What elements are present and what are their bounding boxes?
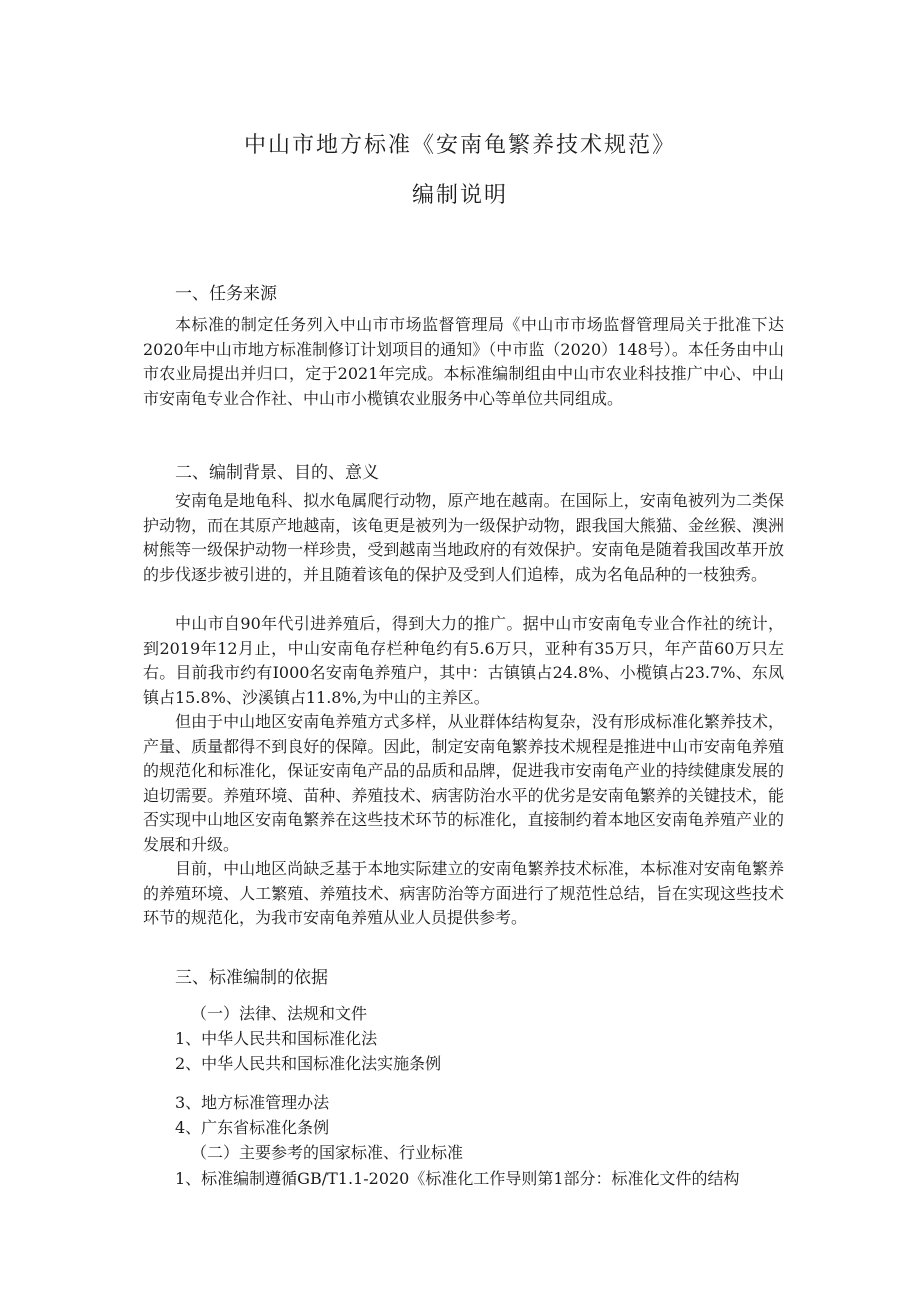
list-item: 1、中华人民共和国标准化法 bbox=[175, 1029, 378, 1048]
section-1-heading: 一、任务来源 bbox=[175, 284, 277, 304]
list-item: 4、广东省标准化条例 bbox=[175, 1118, 330, 1137]
document-title: 中山市地方标准《安南龟繁养技术规范》 bbox=[243, 133, 676, 158]
list-item: 3、地方标准管理办法 bbox=[175, 1093, 330, 1112]
section-3-heading: 三、标准编制的依据 bbox=[175, 968, 328, 988]
document-subtitle: 编制说明 bbox=[411, 183, 508, 208]
section-2-paragraph-1: 安南龟是地龟科、拟水龟属爬行动物，原产地在越南。在国际上，安南龟被列为二类保护动物，而在其原产地越南，该龟更是被列为一级保护动物，跟我国大熊猫、金丝猴、澳洲树熊等一级保护动物一样珍贵，受到越南当地政府的有效保护。安南龟是随着我国改革开放的步伐逐步被引进的，并且随着该龟的保护及受到人们追棒，成为名龟品种的一枝独秀。 bbox=[143, 491, 784, 584]
section-3-subheading-2: （二）主要参考的国家标准、行业标准 bbox=[191, 1143, 464, 1162]
section-2-paragraph-2: 中山市自90年代引进养殖后，得到大力的推广。据中山市安南龟专业合作社的统计，到2019年12月止，中山安南龟存栏种龟约有5.6万只，亚种有35万只，年产苗60万只左右。目前我市约有I000名安南龟养殖户，其中：古镇镇占24.8%、小榄镇占23.7%、东凤镇占15.8%、沙溪镇占11.8%,为中山的主养区。 bbox=[143, 614, 784, 707]
reference-item: 1、标准编制遵循GB/T1.1-2020《标准化工作导则第1部分：标准化文件的结构 bbox=[175, 1169, 740, 1188]
section-2-heading: 二、编制背景、目的、意义 bbox=[175, 463, 379, 483]
section-1-paragraph: 本标准的制定任务列入中山市市场监督管理局《中山市市场监督管理局关于批准下达2020年中山市地方标准制修订计划项目的通知》（中市监（2020）148号）。本任务由中山市农业局提出并归口，定于2021年完成。本标准编制组由中山市农业科技推广中心、中山市安南龟专业合作社、中山市小榄镇农业服务中心等单位共同组成。 bbox=[143, 315, 784, 408]
section-2-paragraph-3: 但由于中山地区安南龟养殖方式多样，从业群体结构复杂，没有形成标准化繁养技术，产量、质量都得不到良好的保障。因此，制定安南龟繁养技术规程是推进中山市安南龟养殖的规范化和标准化，保证安南龟产品的品质和品牌，促进我市安南龟产业的持续健康发展的迫切需要。养殖环境、苗种、养殖技术、病害防治水平的优劣是安南龟繁养的关键技术，能否实现中山地区安南龟繁养在这些技术环节的标准化，直接制约着本地区安南龟养殖产业的发展和升级。 bbox=[143, 712, 784, 854]
section-3-subheading-1: （一）法律、法规和文件 bbox=[191, 1004, 368, 1023]
section-2-paragraph-4: 目前，中山地区尚缺乏基于本地实际建立的安南龟繁养技术标准，本标准对安南龟繁养的养殖环境、人工繁殖、养殖技术、病害防治等方面进行了规范性总结，旨在实现这些技术环节的规范化，为我市安南龟养殖从业人员提供参考。 bbox=[143, 859, 784, 928]
list-item: 2、中华人民共和国标准化法实施条例 bbox=[175, 1054, 442, 1073]
